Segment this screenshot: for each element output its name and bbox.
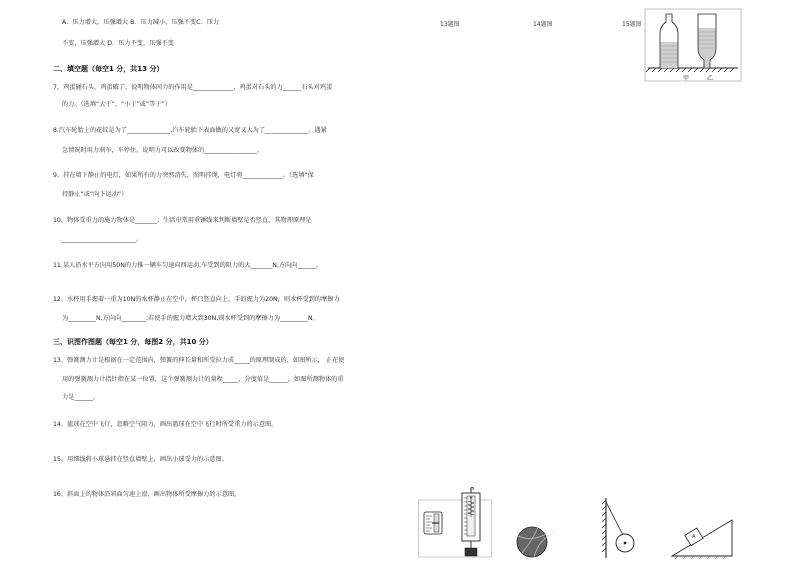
incline-block-label: A [692,534,696,540]
q13-line1: 13、弹簧测力计是根据在一定范围内，弹簧的伸长量和所受拉力成_____的原理制成的，如图所示， 正在使 [53,357,345,364]
basketball-figure [514,522,556,560]
q-options-line2: 不变，压强增大 D．压力不变，压强不变 [62,40,174,47]
q12-line2: 为_________N,方向向________;若使手的握力增大到30N,则水杯受到的摩擦力为_________N。 [62,315,319,322]
q7-line1: 7、鸡蛋碰石头，鸡蛋破了，说明物体间力的作用是_____________，鸡蛋对石头的力______石头对鸡蛋 [53,84,333,91]
q-options-line1: A．压力增大，压强增大 B．压力减小，压强不变C．压力 [62,19,220,26]
figure-label-13: 13题图 [440,21,460,28]
q8-line1: 8.汽车轮胎上的花纹是为了______________,汽车轮胎下表面做的又宽又大为了______________。遇紧 [53,127,327,134]
q13-line2: 用的弹簧测力计指针指在某一位置，这个弹簧测力计的量程_____，分度值是______，如图所测物体的重 [62,376,344,383]
bottle-label-jia: 甲 [683,75,690,82]
figure-label-15: 15题图 [622,21,642,28]
q14-line1: 14、篮球在空中飞行，忽略空气阻力，画出篮球在空中飞行时所受重力的示意图。 [53,421,278,428]
incline-figure [670,516,736,560]
q13-line3: 力是______。 [62,394,100,401]
section-3-heading: 三、识图作图题（每空1 分，每图2 分，共10 分） [53,338,213,346]
q15-line1: 15、用细线将小球悬挂在竖直墙壁上，画出小球受力的示意图。 [53,456,228,463]
section-2-heading: 二、填空题（每空1 分，共13 分） [53,65,164,73]
q9-line1: 9、挂在墙下静止的电灯，如果所有的力突然消失，照明挂绳，电灯将_____________。（选填“保 [53,172,314,179]
q9-line2: 持静止”或“向下运动”） [62,191,128,198]
bottles-figure [644,8,742,82]
q11-line1: 11.某人沿水平方向用50N的力推一辆车匀速向西运动,车受到的阻力的大_______N,方向向______。 [53,262,323,269]
q8-line2: 急情况时用力刹车，车停住，说明力可以改变物体的_________________。 [62,147,264,154]
figure-label-14: 14题图 [533,21,553,28]
q16-line1: 16、斜面上的物体沿斜面匀速上滑，画出物体所受摩擦力的示意图。 [53,491,241,498]
hanging-ball-figure [596,496,644,560]
q10-line1: 10、物体受重力的施力物体是_______；生活中常用重锤线来判断墙壁是否竖直，其物理原理是 [53,217,312,224]
q12-line1: 12、水杯用手握着一重为10N的水杯静止在空中，杯口竖直向上，手的握力为20N，则水杯受到的摩擦力 [53,296,340,303]
q10-line2: ________________________。 [62,236,143,243]
q7-line2: 的力。（选填“大于”、“小于”或“等于”） [62,101,171,108]
spring-scale-figure [418,488,492,558]
bottle-label-yi: 乙 [707,75,714,82]
